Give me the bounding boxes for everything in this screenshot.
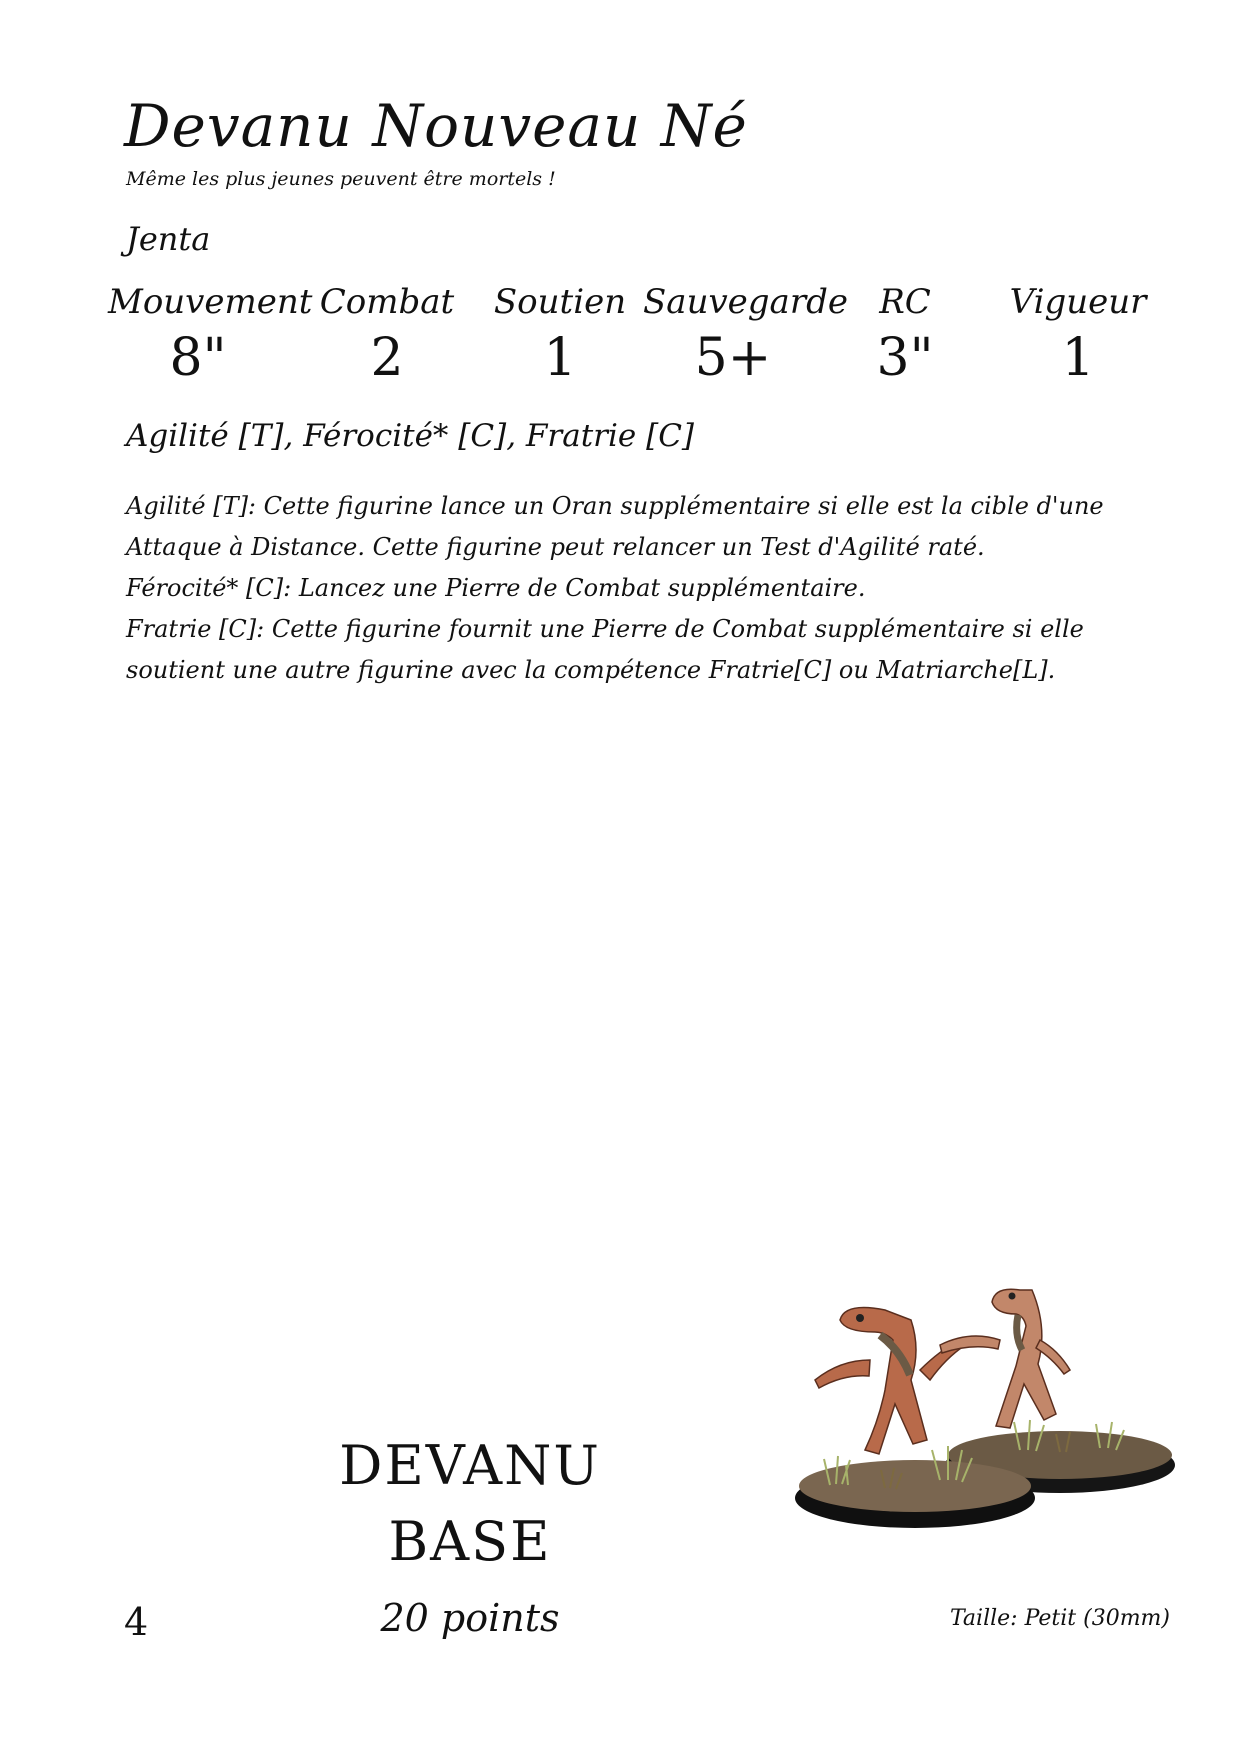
stat-label: Vigueur [1009, 282, 1147, 322]
stat-label: RC [879, 282, 931, 322]
stat-combat [297, 280, 477, 390]
rules-line: Attaque à Distance. Cette figurine peut relancer un Test d'Agilité raté. [126, 533, 985, 561]
flavor-subtitle: Même les plus jeunes peuvent être mortels ! [126, 168, 556, 190]
rules-line: Agilité [T]: Cette figurine lance un Oran supplémentaire si elle est la cible d'une [126, 492, 1104, 520]
stat-value: 8" [169, 328, 227, 388]
rules-line: Férocité* [C]: Lancez une Pierre de Combat supplémentaire. [126, 574, 866, 602]
stat-value: 3" [876, 328, 934, 388]
stat-label: Sauvegarde [643, 282, 848, 322]
stat-value: 1 [543, 328, 577, 388]
stat-soutien [470, 280, 650, 390]
page-number: 4 [124, 1600, 149, 1644]
miniature-photo [790, 1270, 1180, 1540]
abilities-summary: Agilité [T], Férocité* [C], Fratrie [C] [126, 418, 695, 454]
stat-value: 1 [1061, 328, 1095, 388]
stat-label: Combat [319, 282, 455, 322]
stat-vigueur [988, 280, 1168, 390]
stat-rc [815, 280, 995, 390]
stat-value: 2 [370, 328, 404, 388]
faction-label: Jenta [126, 220, 211, 258]
rules-line: Fratrie [C]: Cette figurine fournit une Pierre de Combat supplémentaire si elle [126, 615, 1084, 643]
rules-line: soutient une autre figurine avec la compétence Fratrie[C] ou Matriarche[L]. [126, 656, 1056, 684]
stat-label: Mouvement [108, 282, 313, 322]
stat-sauvegarde [643, 280, 848, 390]
stat-mouvement [108, 280, 313, 390]
stat-value: 5+ [694, 328, 772, 388]
unit-name: DEVANU [339, 1434, 601, 1497]
rules-text [126, 486, 1126, 691]
unit-tier: BASE [388, 1510, 552, 1573]
page-title: Devanu Nouveau Né [124, 92, 748, 160]
points-cost: 20 points [380, 1596, 560, 1640]
stat-label: Soutien [493, 282, 627, 322]
unit-name-block [300, 1428, 640, 1580]
size-label: Taille: Petit (30mm) [949, 1606, 1170, 1631]
